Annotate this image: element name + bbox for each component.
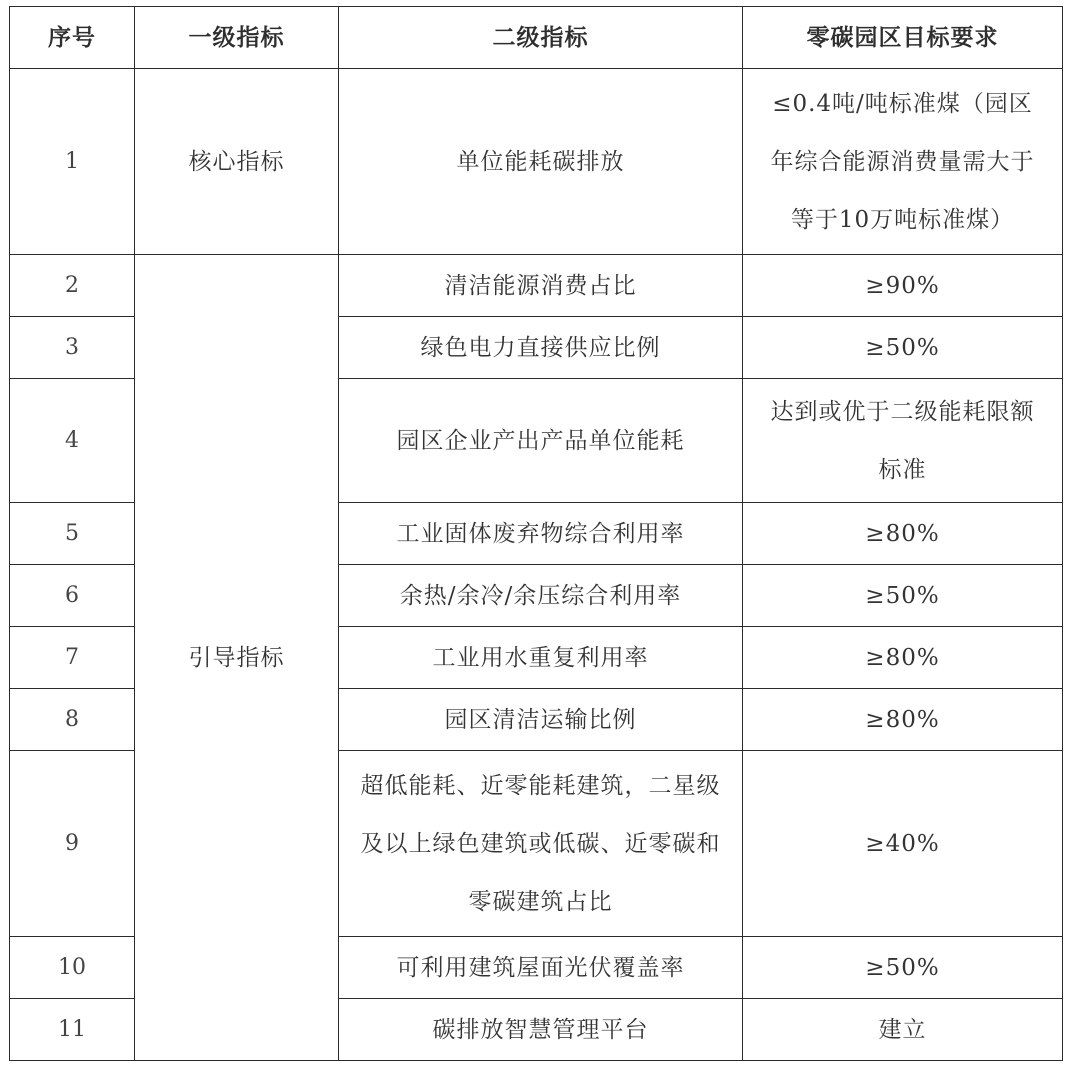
- target-cell: ≥80%: [743, 689, 1063, 751]
- row-number: 9: [10, 751, 135, 937]
- target-cell: 达到或优于二级能耗限额标准: [743, 379, 1063, 503]
- level2-cell: 工业固体废弃物综合利用率: [339, 503, 743, 565]
- level2-cell: 绿色电力直接供应比例: [339, 317, 743, 379]
- target-cell: 建立: [743, 999, 1063, 1061]
- row-number: 6: [10, 565, 135, 627]
- header-level1: 一级指标: [135, 7, 339, 69]
- header-level2: 二级指标: [339, 7, 743, 69]
- level2-cell: 清洁能源消费占比: [339, 255, 743, 317]
- level2-cell: 超低能耗、近零能耗建筑，二星级及以上绿色建筑或低碳、近零碳和零碳建筑占比: [339, 751, 743, 937]
- row-number: 1: [10, 69, 135, 255]
- header-row: [10, 7, 1063, 69]
- target-cell: ≥50%: [743, 937, 1063, 999]
- row-number: 11: [10, 999, 135, 1061]
- row-number: 10: [10, 937, 135, 999]
- level2-cell: 工业用水重复利用率: [339, 627, 743, 689]
- level2-cell: 园区清洁运输比例: [339, 689, 743, 751]
- level2-cell: 余热/余冷/余压综合利用率: [339, 565, 743, 627]
- target-cell: ≥90%: [743, 255, 1063, 317]
- target-cell: ≥40%: [743, 751, 1063, 937]
- level1-guide: 引导指标: [135, 255, 339, 1061]
- level2-cell: 单位能耗碳排放: [339, 69, 743, 255]
- table-row: [10, 69, 1063, 255]
- row-number: 8: [10, 689, 135, 751]
- header-target: 零碳园区目标要求: [743, 7, 1063, 69]
- target-cell: ≥80%: [743, 503, 1063, 565]
- level2-cell: 园区企业产出产品单位能耗: [339, 379, 743, 503]
- row-number: 2: [10, 255, 135, 317]
- indicator-table: [9, 6, 1063, 1061]
- target-cell: ≥80%: [743, 627, 1063, 689]
- level2-cell: 可利用建筑屋面光伏覆盖率: [339, 937, 743, 999]
- target-cell: ≤0.4吨/吨标准煤（园区年综合能源消费量需大于等于10万吨标准煤）: [743, 69, 1063, 255]
- level1-core: 核心指标: [135, 69, 339, 255]
- table-row: [10, 255, 1063, 317]
- row-number: 7: [10, 627, 135, 689]
- row-number: 3: [10, 317, 135, 379]
- row-number: 4: [10, 379, 135, 503]
- target-cell: ≥50%: [743, 565, 1063, 627]
- level2-cell: 碳排放智慧管理平台: [339, 999, 743, 1061]
- row-number: 5: [10, 503, 135, 565]
- header-number: 序号: [10, 7, 135, 69]
- target-cell: ≥50%: [743, 317, 1063, 379]
